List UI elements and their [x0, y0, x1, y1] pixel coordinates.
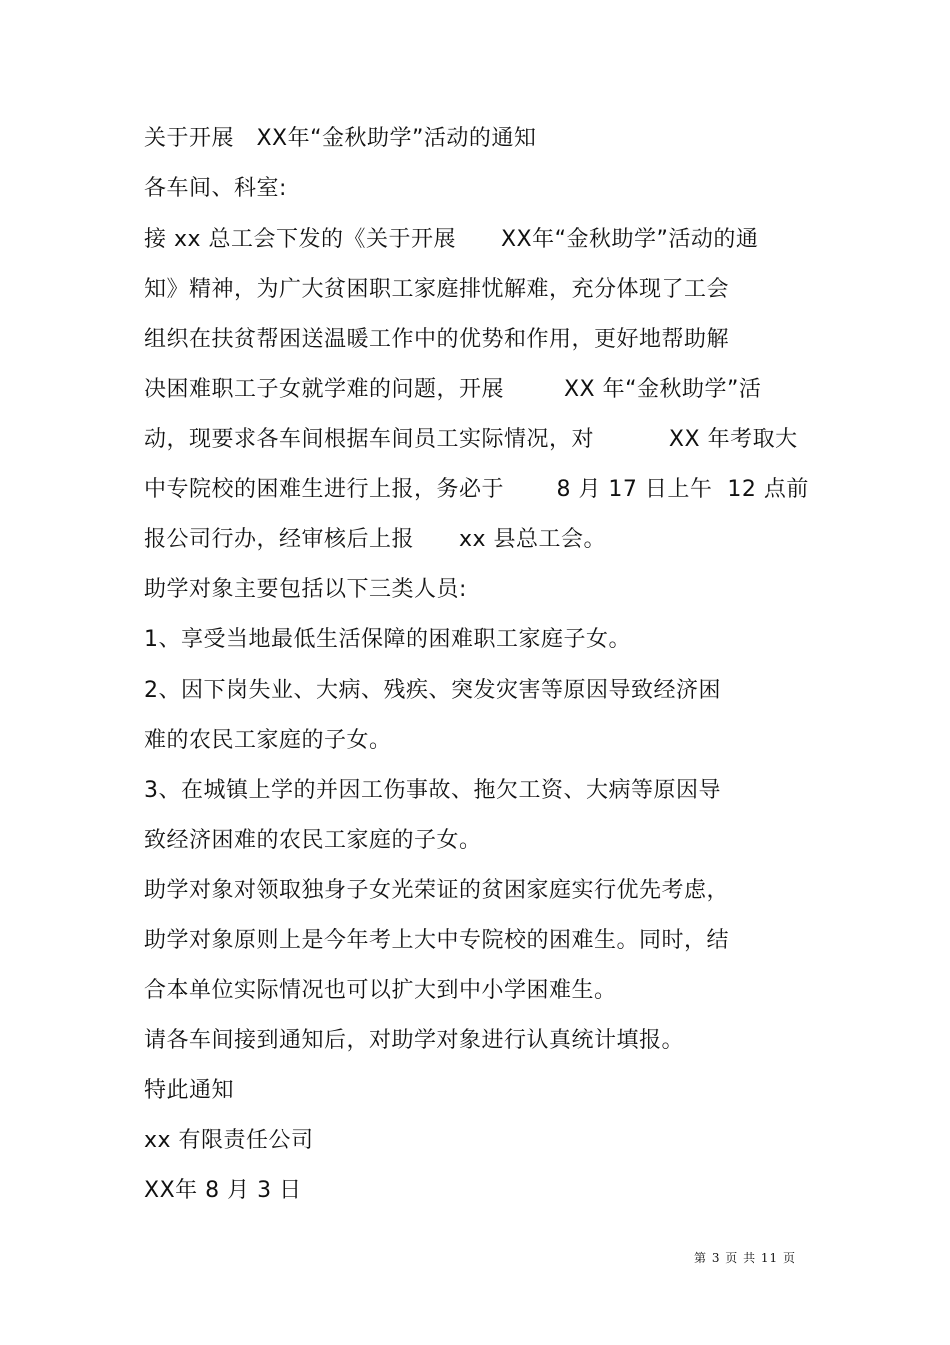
notes-line: 请各车间接到通知后，对助学对象进行认真统计填报。 [144, 1028, 685, 1053]
page-number: 第 3 页 共 11 页 [694, 1251, 796, 1265]
notes-line: 合本单位实际情况也可以扩大到中小学困难生。 [144, 978, 617, 1003]
date: XX年 8 月 3 日 [144, 1178, 302, 1203]
body-line: 中专院校的困难生进行上报，务必于 8 月 17 日上午 12 点前 [144, 477, 809, 502]
body-line: 动，现要求各车间根据车间员工实际情况，对 XX 年考取大 [144, 427, 798, 452]
notes-line: 助学对象原则上是今年考上大中专院校的困难生。同时，结 [144, 928, 730, 953]
category-line: 致经济困难的农民工家庭的子女。 [144, 828, 482, 853]
targets-intro: 助学对象主要包括以下三类人员: [144, 577, 467, 602]
closing-text: 特此通知 [144, 1078, 235, 1103]
notice-title: 关于开展 XX年“金秋助学”活动的通知 [144, 126, 537, 151]
body-line: 组织在扶贫帮困送温暖工作中的优势和作用，更好地帮助解 [144, 327, 730, 352]
category-line: 3、在城镇上学的并因工伤事故、拖欠工资、大病等原因导 [144, 778, 721, 803]
signature: xx 有限责任公司 [144, 1128, 314, 1153]
category-line: 1、享受当地最低生活保障的困难职工家庭子女。 [144, 627, 631, 652]
category-line: 2、因下岗失业、大病、残疾、突发灾害等原因导致经济困 [144, 678, 721, 703]
body-line: 决困难职工子女就学难的问题，开展 XX 年“金秋助学”活 [144, 377, 762, 402]
body-line: 接 xx 总工会下发的《关于开展 XX年“金秋助学”活动的通 [144, 227, 759, 252]
notes-line: 助学对象对领取独身子女光荣证的贫困家庭实行优先考虑， [144, 878, 730, 903]
category-line: 难的农民工家庭的子女。 [144, 728, 392, 753]
body-line: 报公司行办，经审核后上报 xx 县总工会。 [144, 527, 606, 552]
salutation: 各车间、科室: [144, 176, 287, 201]
body-line: 知》精神，为广大贫困职工家庭排忧解难，充分体现了工会 [144, 277, 730, 302]
